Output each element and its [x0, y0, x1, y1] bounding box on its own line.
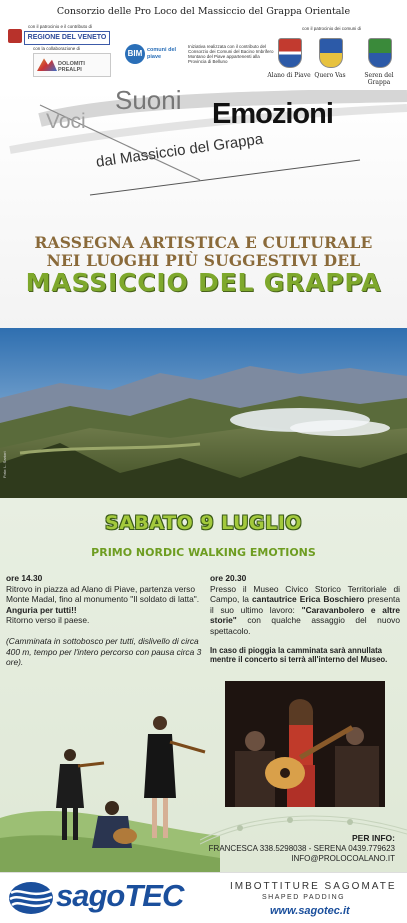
event-subtitle: PRIMO NORDIC WALKING EMOTIONS [91, 546, 316, 559]
right-time: ore 20.30 [210, 573, 247, 583]
collaborazione-label: con la collaborazione di [33, 46, 81, 51]
bim-brand: BIM [125, 44, 145, 64]
singer-with-guitar-image [225, 681, 385, 807]
brand-sago: sago [56, 878, 125, 913]
consorzio-title: Consorzio delle Pro Loco del Massiccio del Grappa Orientale [56, 6, 351, 17]
dolomiti-label: DOLOMITI PREALPI [58, 61, 85, 73]
bim-description: Iniziativa realizzata con il contributo del Consorzio dei Comuni del Bacino Imbrifero Montano del Piave appartenenti alla Provincia di Belluno [188, 44, 274, 64]
suoni-word: Suoni [115, 90, 182, 115]
seren-crest-icon [368, 38, 392, 68]
header [0, 0, 407, 90]
rain-note: In caso di pioggia la camminata sarà annullata mentre il concerto si terrà all'interno del Museo. [210, 645, 388, 665]
regione-veneto-logo [24, 31, 110, 45]
regione-patrocinio-label: con il patrocinio e il contributo di [28, 24, 93, 29]
website-link[interactable]: www.sagotec.it [270, 905, 350, 917]
left-note: (Camminata in sottobosco per tutti, dislivello di circa 400 m, tempo per l'intero percorso con pausa circa 3 ore). [6, 635, 202, 668]
massiccio-del-grappa-title: MASSICCIO DEL GRAPPA [25, 268, 382, 297]
concert-photo [225, 681, 385, 807]
regione-veneto-lion-icon [8, 29, 22, 43]
tagline-1: IMBOTTITURE SAGOMATE [230, 881, 397, 892]
rassegna-line-1: RASSEGNA ARTISTICA E CULTURALE [34, 233, 373, 252]
program-left-column [6, 573, 202, 668]
musicians-on-hill-image [0, 708, 220, 872]
mountain-icon [37, 57, 57, 71]
program-right-column [210, 573, 400, 665]
sagotec-wave-icon [8, 881, 54, 915]
violinists-photo [0, 708, 220, 872]
sagotec-brand [56, 877, 183, 915]
right-text-b: presenta il suo ultimo lavoro: [210, 594, 401, 615]
info-block [209, 833, 395, 865]
comune-label: Alano di Piave [267, 72, 311, 79]
bim-logo [125, 44, 181, 66]
comuni-patrocinio-label: con il patrocinio dei comuni di [302, 26, 362, 31]
emozioni-word: Emozioni [212, 98, 333, 130]
voci-word: Voci [46, 110, 86, 133]
dolomiti-prealpi-logo [33, 53, 111, 77]
info-label: PER INFO: [352, 833, 395, 843]
info-phones: FRANCESCA 338.5298038 - SERENA 0439.779623 [208, 843, 395, 853]
right-text-a: Presso il Museo Civico Storico Territoriale di Campo, la [210, 583, 400, 605]
info-email[interactable]: INFO@PROLOCOALANO.IT [291, 854, 395, 863]
comune-label: Quero Vas [314, 72, 346, 79]
photo-credit: Foto: L. Sartori [2, 451, 7, 478]
right-text-c: con qualche assaggio del nuovo spettacolo. [210, 615, 400, 636]
left-text-1: Ritrovo in piazza ad Alano di Piave, partenza verso Monte Madal, fino al monumento "Il soldato di latta". [6, 583, 200, 605]
alano-crest-icon [278, 38, 302, 68]
quero-vas-crest-icon [319, 38, 343, 68]
comune-label: Seren del Grappa [364, 72, 394, 86]
event-date: SABATO 9 LUGLIO [105, 512, 302, 534]
right-work: "Caravanbolero e altre storie" [210, 604, 400, 626]
sponsor-footer [0, 872, 407, 923]
left-text-2: Ritorno verso il paese. [6, 615, 90, 626]
left-time: ore 14.30 [6, 573, 43, 583]
tagline-2: SHAPED PADDING [262, 894, 346, 901]
right-text [210, 584, 400, 637]
dal-massiccio-word: dal Massiccio del Grappa [95, 130, 265, 171]
left-highlight: Anguria per tutti!! [6, 604, 77, 615]
right-artist: cantautrice Erica Boschiero [252, 594, 365, 605]
brand-tec: TEC [124, 878, 184, 913]
regione-veneto-label: REGIONE DEL VENETO [27, 34, 107, 41]
landscape-photo [0, 328, 407, 498]
bim-sub: comuni del piave [147, 47, 177, 60]
rassegna-line-2: NEI LUOGHI PIÙ SUGGESTIVI DEL [46, 251, 361, 270]
mountain-landscape-image [0, 328, 407, 498]
